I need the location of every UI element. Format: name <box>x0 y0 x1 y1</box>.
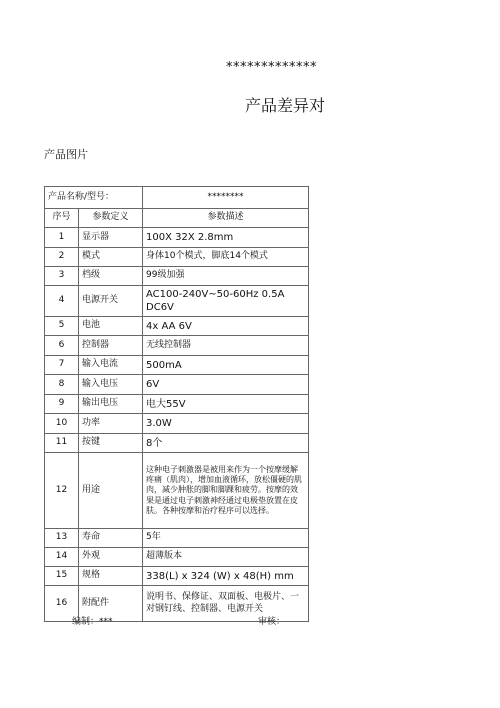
row-param: 规格 <box>79 567 143 586</box>
row-param: 输入电压 <box>79 375 143 395</box>
row-desc: 100X 32X 2.8mm <box>143 228 309 248</box>
product-image-label: 产品图片 <box>44 148 88 161</box>
row-param: 功率 <box>79 414 143 434</box>
row-no: 4 <box>45 286 79 317</box>
row-desc: 8个 <box>143 434 309 453</box>
row-param: 档级 <box>79 267 143 286</box>
row-desc: 5年 <box>143 529 309 548</box>
editor-label: 编制：*** <box>72 617 113 627</box>
header-desc: 参数描述 <box>143 209 309 228</box>
row-no: 5 <box>45 317 79 336</box>
row-param: 寿命 <box>79 529 143 548</box>
row-param: 控制器 <box>79 336 143 356</box>
row-desc: 无线控制器 <box>143 336 309 356</box>
row-no: 2 <box>45 248 79 267</box>
table-row <box>45 375 309 395</box>
row-no: 3 <box>45 267 79 286</box>
row-param: 附配件 <box>79 586 143 622</box>
row-desc: 3.0W <box>143 414 309 434</box>
row-desc: 99级加强 <box>143 267 309 286</box>
row-desc: 500mA <box>143 356 309 375</box>
row-param: 按键 <box>79 434 143 453</box>
row-param: 外观 <box>79 548 143 567</box>
row-no: 6 <box>45 336 79 356</box>
table-row <box>45 317 309 336</box>
row-param: 模式 <box>79 248 143 267</box>
row-desc: 4x AA 6V <box>143 317 309 336</box>
table-row <box>45 548 309 567</box>
row-param: 显示器 <box>79 228 143 248</box>
table-row <box>45 529 309 548</box>
row-desc: 身体10个模式，脚底14个模式 <box>143 248 309 267</box>
spec-table <box>44 186 309 622</box>
table-row <box>45 567 309 586</box>
table-row <box>45 395 309 414</box>
row-param: 用途 <box>79 453 143 529</box>
product-name-label: 产品名称/型号： <box>45 187 143 209</box>
row-no: 9 <box>45 395 79 414</box>
row-desc: 338(L) x 324 (W) x 48(H) mm <box>143 567 309 586</box>
row-no: 11 <box>45 434 79 453</box>
table-header-row <box>45 209 309 228</box>
header-stars: ************* <box>226 60 317 75</box>
table-name-row <box>45 187 309 209</box>
row-param: 电池 <box>79 317 143 336</box>
table-row <box>45 228 309 248</box>
row-param: 输入电流 <box>79 356 143 375</box>
table-row <box>45 356 309 375</box>
row-no: 7 <box>45 356 79 375</box>
row-no: 10 <box>45 414 79 434</box>
product-name-value: ******** <box>143 187 309 209</box>
row-no: 16 <box>45 586 79 622</box>
header-param: 参数定义 <box>79 209 143 228</box>
row-desc: 电大55V <box>143 395 309 414</box>
row-desc: 这种电子刺激器是被用来作为一个按摩缓解疼痛（肌肉），增加血液循环，放松僵硬的肌肉，减少肿胀的脚和脚踝和疲劳。按摩的效果是通过电子刺激神经通过电极垫放置在皮肤。各种按摩和治疗程序可以选择。 <box>143 453 309 529</box>
row-no: 15 <box>45 567 79 586</box>
row-no: 12 <box>45 453 79 529</box>
table-row <box>45 434 309 453</box>
table-row <box>45 453 309 529</box>
row-desc: 超薄版本 <box>143 548 309 567</box>
row-no: 8 <box>45 375 79 395</box>
row-param: 电源开关 <box>79 286 143 317</box>
table-row <box>45 267 309 286</box>
reviewer-label: 审核： <box>258 617 286 627</box>
row-param: 输出电压 <box>79 395 143 414</box>
row-desc: 6V <box>143 375 309 395</box>
table-row <box>45 336 309 356</box>
table-row <box>45 286 309 317</box>
row-desc: 说明书、保修证、双面板、电极片、一对钢钉线、控制器、电源开关 <box>143 586 309 622</box>
row-no: 13 <box>45 529 79 548</box>
row-desc: AC100-240V~50-60Hz 0.5A DC6V <box>143 286 309 317</box>
row-no: 14 <box>45 548 79 567</box>
row-no: 1 <box>45 228 79 248</box>
table-row <box>45 248 309 267</box>
header-seq: 序号 <box>45 209 79 228</box>
document-title: 产品差异对 <box>245 96 326 115</box>
table-row <box>45 414 309 434</box>
